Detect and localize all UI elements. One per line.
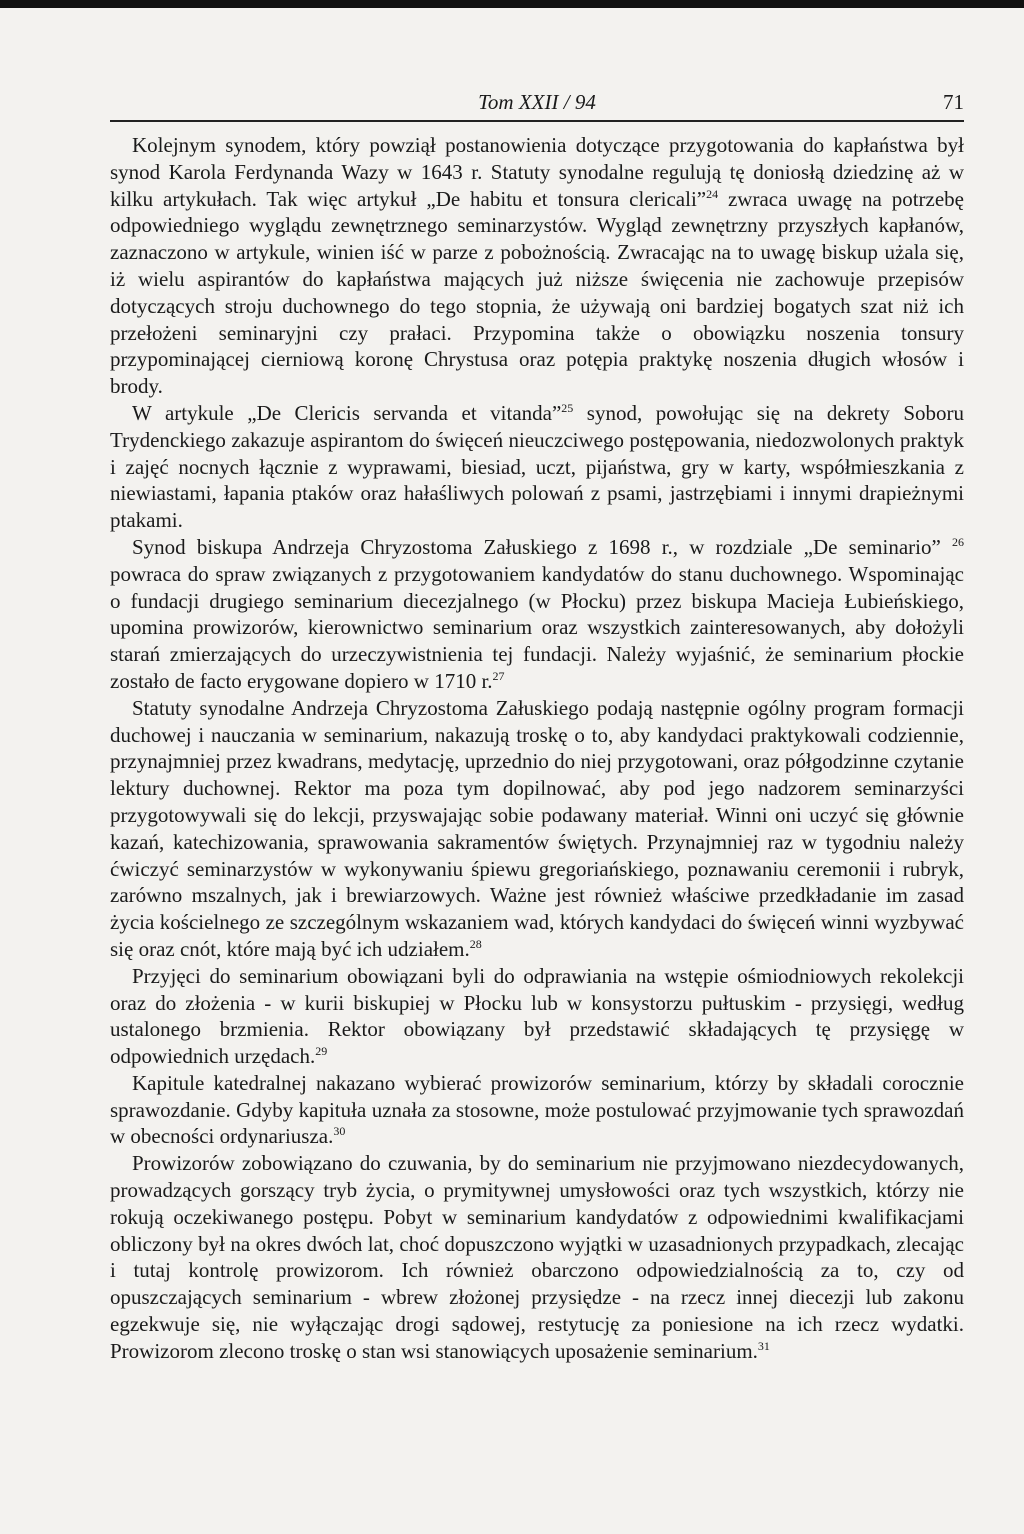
paragraph-2-text-a: W artykule „De Clericis servanda et vitanda” <box>132 400 562 425</box>
paragraph-1 <box>110 132 964 400</box>
paragraph-4-text-a: Statuty synodalne Andrzeja Chryzostoma Załuskiego podają następnie ogólny program formacji duchowej i nauczania w seminarium, nakazują troskę o to, aby kandydaci praktykowali codziennie, przynajmniej przez kwadrans, medytację, uprzednio do niej przygotowani, oraz półgodzinne czytanie lektury duchownej. Rektor ma poza tym dopilnować, aby pod jego nadzorem seminarzyści przygotowywali się do lekcji, przyswajając sobie podawany materiał. Winni oni uczyć się głównie kazań, katechizowania, sprawowania sakramentów świętych. Przynajmniej raz w tygodniu należy ćwiczyć seminarzystów w wykonywaniu śpiewu gregoriańskiego, poznawaniu ceremonii i rubryk, zarówno mszalnych, jak i brewiarzowych. Ważne jest również właściwe przedkładanie im zasad życia kościelnego ze szczególnym wskazaniem wad, których kandydaci do święceń winni wyzbywać się oraz cnót, które mają być ich udziałem. <box>110 695 964 961</box>
footnote-ref-31: 31 <box>757 1338 770 1353</box>
document-page <box>110 88 964 1365</box>
running-header <box>110 88 964 118</box>
paragraph-3 <box>110 534 964 695</box>
paragraph-1-text-a: Kolejnym synodem, który powziął postanowienia dotyczące przygotowania do kapłaństwa był synod Karola Ferdynanda Wazy w 1643 r. Statuty synodalne regulują tę doniosłą dziedzinę aż w kilku artykułach. Tak więc artykuł „De habitu et tonsura clericali” <box>110 133 964 211</box>
footnote-ref-28: 28 <box>469 936 482 951</box>
paragraph-4 <box>110 695 964 963</box>
paragraph-5-text-a: Przyjęci do seminarium obowiązani byli do odprawiania na wstępie ośmiodniowych rekolekcji oraz do złożenia - w kurii biskupiej w Płocku lub w konsystorzu pułtuskim - przysięgi, według ustalonego brzmienia. Rektor obowiązany był przedstawić składających tę przysięgę w odpowiednich urzędach. <box>110 963 964 1069</box>
footnote-ref-24: 24 <box>706 186 719 201</box>
paragraph-5 <box>110 963 964 1070</box>
paragraph-3-text-b: powraca do spraw związanych z przygotowaniem kandydatów do stanu duchownego. Wspominając o fundacji drugiego seminarium diecezjalnego (w Płocku) przez biskupa Macieja Łubieńskiego, upomina prowizorów, kierownictwo seminarium oraz wszystkich zainteresowanych, aby dołożyli starań zmierzających do urzeczywistnienia tej fundacji. Należy wyjaśnić, że seminarium płockie zostało de facto erygowane dopiero w 1710 r. <box>110 561 964 693</box>
footnote-ref-26: 26 <box>952 534 964 549</box>
body-text <box>110 132 964 1365</box>
paragraph-6-text-a: Kapitule katedralnej nakazano wybierać prowizorów seminarium, którzy by składali corocznie sprawozdanie. Gdyby kapituła uznała za stosowne, może postulować przyjmowanie tych sprawozdań w obecności ordynariusza. <box>110 1070 964 1149</box>
paragraph-2-text-b: synod, powołując się na dekrety Soboru Trydenckiego zakazuje aspirantom do święceń nieuczciwego postępowania, niedozwolonych praktyk i zajęć nocnych łącznie z wyprawami, biesiad, uczt, pijaństwa, gry w karty, współmieszkania z niewiastami, łapania ptaków oraz hałaśliwych polowań z psami, jastrzębiami i innymi drapieżnymi ptakami. <box>110 400 964 533</box>
paragraph-7-text-a: Prowizorów zobowiązano do czuwania, by do seminarium nie przyjmowano niezdecydowanych, prowadzących gorszący tryb życia, o prymitywnej umysłowości oraz tych wszystkich, którzy nie rokują oczekiwanego postępu. Pobyt w seminarium kandydatów z odpowiednimi kwalifikacjami obliczony był na okres dwóch lat, choć dopuszczono wyjątki w uzasadnionych przypadkach, zlecając i tutaj kontrolę prowizorom. Ich również obarczono odpowiedzialnością za to, czy od opuszczających seminarium - wbrew złożonej przysiędze - na rzecz innej diecezji lub zakonu egzekwuje się, nie wyłączając drogi sądowej, restytucję za poniesione na ich rzecz wydatki. Prowizorom zlecono troskę o stan wsi stanowiących uposażenie seminarium. <box>110 1151 964 1363</box>
paragraph-2 <box>110 400 964 534</box>
paragraph-7 <box>110 1150 964 1364</box>
footnote-ref-30: 30 <box>333 1124 346 1139</box>
footnote-ref-29: 29 <box>315 1044 328 1059</box>
footnote-ref-27: 27 <box>492 668 505 683</box>
running-title: Tom XXII / 94 <box>478 90 596 114</box>
paragraph-6 <box>110 1070 964 1150</box>
paragraph-3-text-a: Synod biskupa Andrzeja Chryzostoma Załuskiego z 1698 r., w rozdziale „De seminario” <box>132 534 941 559</box>
footnote-ref-25: 25 <box>561 400 574 415</box>
header-rule <box>110 120 964 122</box>
paragraph-1-text-b: zwraca uwagę na potrzebę odpowiedniego wyglądu zewnętrznego seminarzystów. Wygląd zewnętrzny przyszłych kapłanów, zaznaczono w artykule, winien iść w parze z pobożnością. Zwracając na to uwagę biskup użala się, iż wielu aspirantów do kapłaństwa mających już niższe święcenia nie zachowuje przepisów dotyczących stroju duchownego do tego stopnia, że używają oni bardziej bogatych szat niż ich przełożeni seminaryjni czy prałaci. Przypomina także o obowiązku noszenia tonsury przypominającej cierniową koronę Chrystusa oraz potępia praktykę noszenia długich włosów i brody. <box>110 186 964 399</box>
scan-top-edge <box>0 0 1024 8</box>
page-number: 71 <box>943 90 964 114</box>
